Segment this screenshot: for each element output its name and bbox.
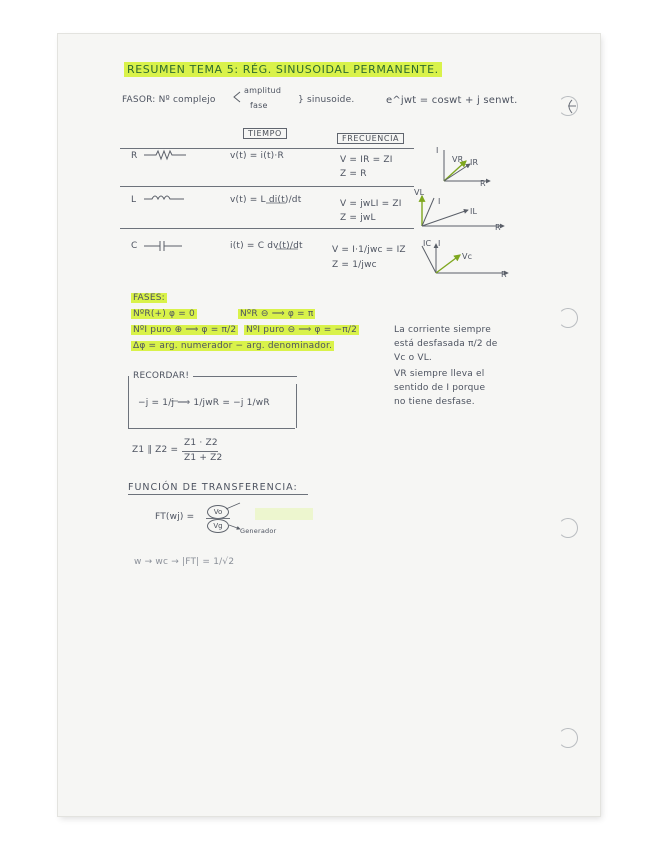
phasor-diagram-l	[422, 196, 504, 226]
phasor-label: Vc	[462, 252, 473, 261]
note-line: sentido de I porque	[394, 383, 486, 393]
tiempo-header: TIEMPO	[243, 128, 287, 139]
ft-numerator: Vo	[207, 505, 229, 519]
fases-rule: NºR ⊖ ⟹ φ = π	[240, 309, 314, 319]
row-tiempo: v(t) = L di(t)/dt	[230, 195, 302, 205]
paralelo-lhs: Z1 ∥ Z2 =	[132, 445, 179, 455]
row-symbol: L	[131, 195, 137, 205]
row-frec2: Z = R	[340, 169, 367, 179]
brace-icon	[234, 92, 240, 102]
transferencia-heading: FUNCIÓN DE TRANSFERENCIA:	[128, 482, 298, 493]
paralelo-num: Z1 · Z2	[184, 438, 218, 448]
faint-highlight	[255, 508, 313, 520]
generador-label: Generador	[240, 527, 277, 535]
fases-rule: Δφ = arg. numerador − arg. denominador.	[133, 341, 333, 351]
phasor-label: VL	[414, 188, 425, 197]
fases-rule: NºI puro ⊖ ⟹ φ = −π/2	[246, 325, 358, 335]
row-frec1: V = jwLI = ZI	[340, 199, 402, 209]
recordar-heading: RECORDAR!	[133, 371, 190, 381]
note-line: VR siempre lleva el	[394, 369, 485, 379]
axis-label: R	[501, 270, 507, 279]
row-symbol: C	[131, 241, 138, 251]
frecuencia-header: FRECUENCIA	[337, 133, 404, 144]
row-frec1: V = IR = ZI	[340, 155, 393, 165]
doodle-icon	[568, 100, 576, 113]
axis-label: R	[495, 223, 501, 232]
note-line: está desfasada π/2 de	[394, 339, 498, 349]
phasor-label: I	[438, 197, 441, 206]
row-frec2: Z = jwL	[340, 213, 376, 223]
fasor-fase: fase	[250, 101, 268, 110]
phasor-label: IC	[423, 239, 432, 248]
row-frec1: V = I·1/jwc = IZ	[332, 245, 406, 255]
paralelo-den: Z1 + Z2	[184, 453, 223, 463]
euler-formula: e^jwt = coswt + j senwt.	[386, 95, 518, 106]
note-line: no tiene desfase.	[394, 397, 475, 407]
phasor-label: I	[438, 239, 441, 248]
fasor-amplitud: amplitud	[244, 86, 282, 95]
phasor-label: IR	[470, 158, 479, 167]
fasor-sinusoide: } sinusoide.	[298, 95, 355, 105]
row-tiempo: v(t) = i(t)·R	[230, 151, 284, 161]
inductor-icon	[144, 196, 184, 199]
page-title: RESUMEN TEMA 5: RÉG. SINUSOIDAL PERMANENTE.	[124, 62, 442, 77]
resistor-icon	[144, 151, 186, 159]
note-line: La corriente siempre	[394, 325, 492, 335]
ft-denominator: Vg	[207, 519, 229, 533]
phasor-label: I	[436, 146, 439, 155]
cutoff-formula: w → wc → |FT| = 1/√2	[134, 557, 235, 567]
fases-heading: FASES:	[133, 293, 165, 303]
note-line: Vc o VL.	[394, 353, 432, 363]
row-symbol: R	[131, 151, 138, 161]
axis-label: R	[480, 179, 486, 188]
phasor-label: VR	[452, 155, 464, 164]
capacitor-icon	[144, 241, 182, 251]
arrow-icon	[226, 503, 240, 509]
arrow-icon	[229, 525, 240, 529]
recordar-formula: −j = 1/j ⟹ 1/jwR = −j 1/wR	[138, 398, 270, 408]
row-tiempo: i(t) = C dv(t)/dt	[230, 241, 303, 251]
phasor-label: IL	[470, 207, 478, 216]
fases-rule: NºI puro ⊕ ⟹ φ = π/2	[133, 325, 237, 335]
fasor-label: FASOR: Nº complejo	[122, 95, 216, 105]
phasor-diagram-c	[422, 244, 508, 273]
row-frec2: Z = 1/jwc	[332, 260, 377, 270]
phasor-diagram-r	[444, 150, 490, 181]
ft-label: FT(wj) =	[155, 512, 195, 522]
fases-rule: NºR(+) φ = 0	[133, 309, 195, 319]
